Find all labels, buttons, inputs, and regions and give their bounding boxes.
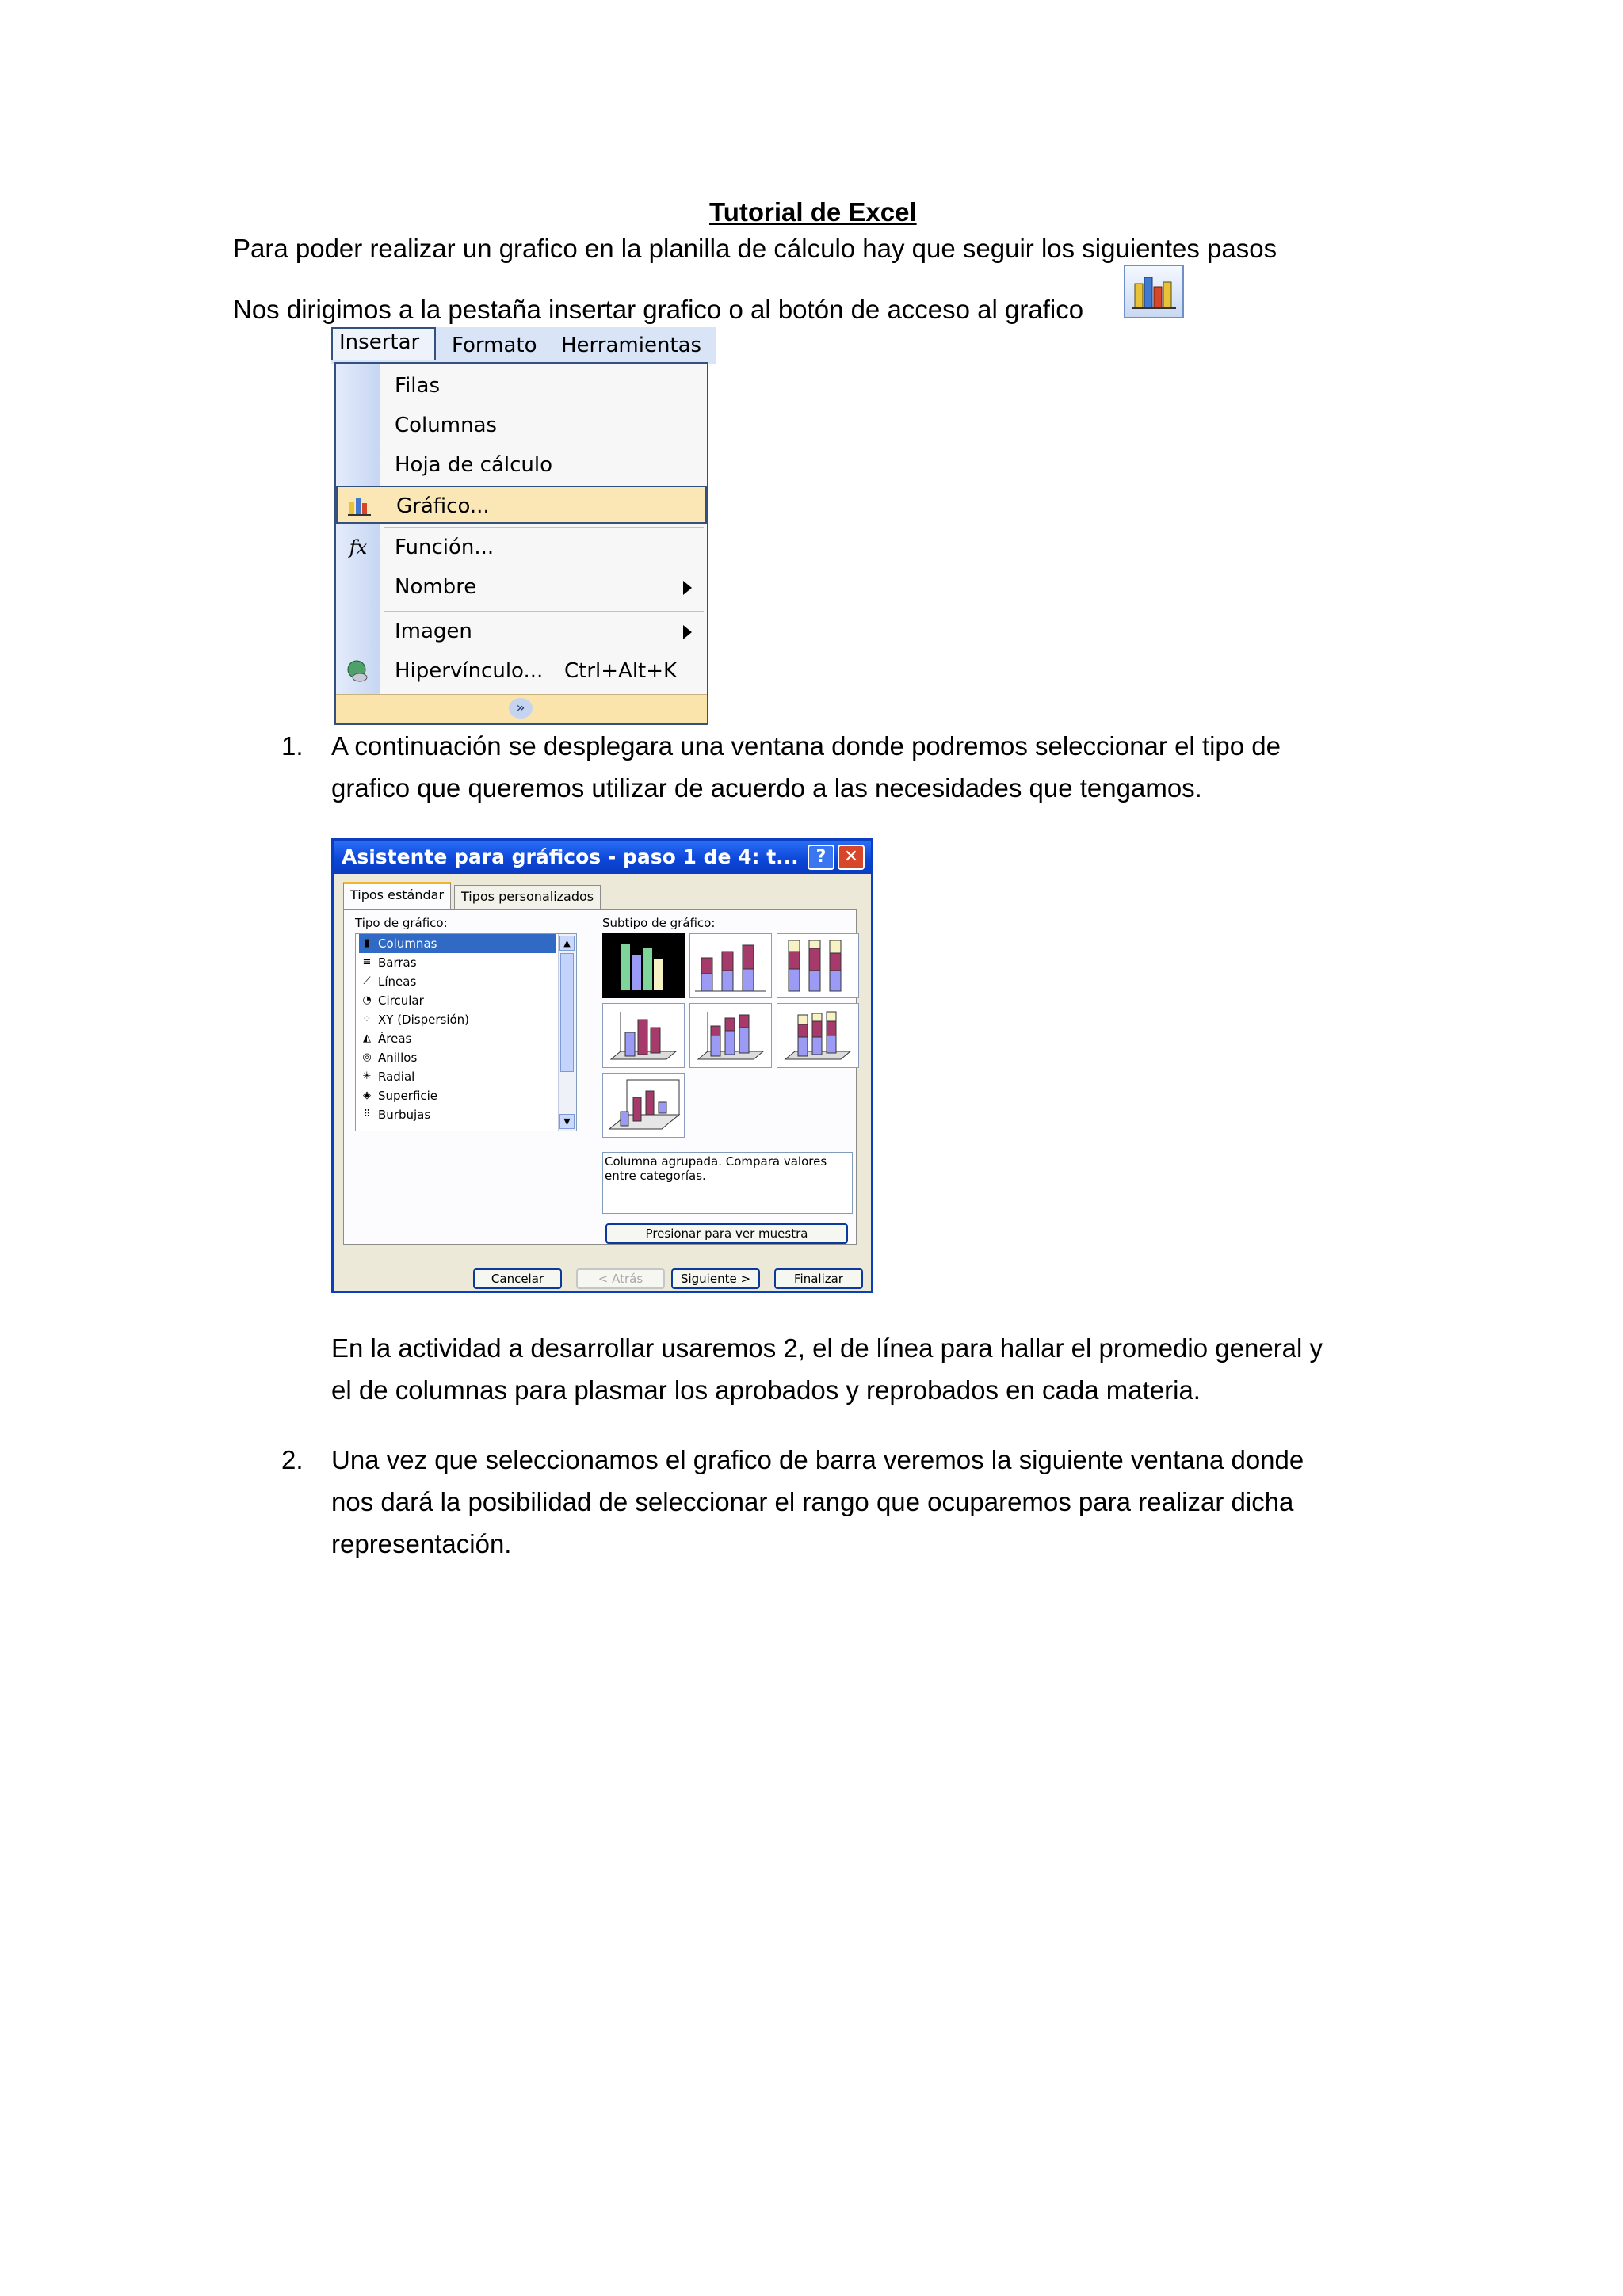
submenu-arrow-icon: [683, 581, 692, 595]
menu-item-nombre[interactable]: Nombre: [336, 568, 707, 606]
chart-subtype-label: Subtipo de gráfico:: [602, 916, 716, 930]
list-item-radial[interactable]: ✳ Radial: [359, 1067, 556, 1086]
hyperlink-icon: [346, 658, 371, 684]
cancel-button[interactable]: Cancelar: [473, 1268, 562, 1289]
dialog-title: Asistente para gráficos - paso 1 de 4: t...: [342, 845, 799, 868]
subtype-stacked-column[interactable]: [689, 933, 772, 998]
line-chart-icon: ⟋: [363, 975, 371, 987]
step2-line1: Una vez que seleccionamos el grafico de barra veremos la siguiente ventana donde: [331, 1445, 1304, 1474]
close-button[interactable]: ✕: [838, 845, 865, 870]
list-item-burbujas[interactable]: ⠿ Burbujas: [359, 1105, 556, 1124]
chart-wizard-dialog: [331, 838, 873, 1293]
insert-dropdown: [334, 362, 708, 725]
chart-type-panel: [343, 909, 857, 1245]
list-item-barras[interactable]: ≡ Barras: [359, 953, 556, 972]
chart-type-list[interactable]: [355, 933, 577, 1131]
note-line1: En la actividad a desarrollar usaremos 2, el de línea para hallar el promedio general y: [331, 1333, 1323, 1363]
chart-type-label: Tipo de gráfico:: [355, 916, 448, 930]
bubble-chart-icon: ⠿: [363, 1108, 371, 1120]
subtype-3d-column[interactable]: [602, 1073, 685, 1138]
chevron-down-icon: »: [509, 698, 533, 719]
insert-menu-screenshot: [331, 327, 716, 725]
step2-line3: representación.: [331, 1529, 512, 1558]
list-item-circular[interactable]: ◔ Circular: [359, 991, 556, 1010]
step1-line2: grafico que queremos utilizar de acuerdo a las necesidades que tengamos.: [331, 773, 1202, 803]
chart-wizard-icon: [1124, 265, 1184, 318]
list-item-areas[interactable]: ◭ Áreas: [359, 1029, 556, 1048]
menu-item-imagen[interactable]: Imagen: [336, 612, 707, 650]
list-item-lineas[interactable]: ⟋ Líneas: [359, 972, 556, 991]
list-item-superficie[interactable]: ◈ Superficie: [359, 1086, 556, 1105]
subtype-3d-stacked-column[interactable]: [689, 1003, 772, 1068]
document-title: Tutorial de Excel: [709, 197, 917, 227]
intro-paragraph: Para poder realizar un grafico en la planilla de cálculo hay que seguir los siguientes pasos: [233, 234, 1277, 263]
scatter-chart-icon: ⁘: [362, 1013, 372, 1025]
menu-item-columnas[interactable]: Columnas: [395, 414, 498, 437]
step2-line2: nos dará la posibilidad de seleccionar el rango que ocuparemos para realizar dicha: [331, 1487, 1294, 1516]
column-chart-icon: ▮: [364, 937, 370, 949]
scroll-down-icon[interactable]: ▼: [559, 1114, 575, 1129]
dialog-title-bar: [334, 841, 871, 874]
step1-line1: A continuación se desplegara una ventana donde podremos seleccionar el tipo de: [331, 731, 1281, 761]
list-scrollbar[interactable]: [558, 934, 576, 1131]
scroll-up-icon[interactable]: ▲: [559, 936, 575, 951]
subtype-100-stacked-column[interactable]: [777, 933, 859, 998]
finish-button[interactable]: Finalizar: [774, 1268, 863, 1289]
help-button[interactable]: ?: [808, 845, 834, 870]
menu-item-hipervinculo[interactable]: Hipervínculo... Ctrl+Alt+K: [336, 652, 707, 690]
next-button[interactable]: Siguiente >: [671, 1268, 760, 1289]
menu-formato[interactable]: Formato: [452, 334, 537, 357]
surface-chart-icon: ◈: [363, 1089, 371, 1101]
menu-item-hoja[interactable]: Hoja de cálculo: [395, 453, 552, 477]
menu-item-funcion[interactable]: fx Función...: [336, 528, 707, 566]
list-number-1: 1.: [281, 731, 304, 761]
list-item-columnas[interactable]: ▮ Columnas: [359, 934, 556, 953]
bar-chart-icon: ≡: [362, 956, 372, 968]
radar-chart-icon: ✳: [362, 1070, 372, 1082]
list-item-xy[interactable]: ⁘ XY (Dispersión): [359, 1010, 556, 1029]
subtype-3d-100-stacked-column[interactable]: [777, 1003, 859, 1068]
submenu-arrow-icon: [683, 625, 692, 639]
doughnut-chart-icon: ◎: [362, 1051, 372, 1063]
menu-item-filas[interactable]: Filas: [395, 374, 440, 398]
tab-tipos-estandar[interactable]: Tipos estándar: [343, 882, 451, 910]
chart-icon: [347, 494, 372, 519]
subtype-clustered-column[interactable]: [602, 933, 685, 998]
list-item-anillos[interactable]: ◎ Anillos: [359, 1048, 556, 1067]
chart-description: Columna agrupada. Compara valores entre categorías.: [602, 1152, 853, 1214]
scroll-thumb[interactable]: [560, 953, 574, 1072]
menu-item-grafico[interactable]: Gráfico...: [336, 486, 707, 524]
list-number-2: 2.: [281, 1445, 304, 1474]
menu-bar: [331, 327, 716, 364]
menu-expand-button[interactable]: [336, 694, 707, 723]
area-chart-icon: ◭: [363, 1032, 371, 1044]
note-line2: el de columnas para plasmar los aprobados y reprobados en cada materia.: [331, 1375, 1201, 1405]
step-insert-paragraph: Nos dirigimos a la pestaña insertar grafico o al botón de acceso al grafico: [233, 295, 1084, 324]
tab-tipos-personalizados[interactable]: Tipos personalizados: [454, 885, 601, 909]
back-button[interactable]: < Atrás: [576, 1268, 665, 1289]
menu-herramientas[interactable]: Herramientas: [561, 334, 702, 357]
menu-insertar[interactable]: Insertar: [331, 327, 436, 360]
function-icon: fx: [349, 536, 368, 559]
preview-sample-button[interactable]: Presionar para ver muestra: [605, 1223, 848, 1244]
subtype-3d-clustered-column[interactable]: [602, 1003, 685, 1068]
pie-chart-icon: ◔: [362, 994, 372, 1006]
